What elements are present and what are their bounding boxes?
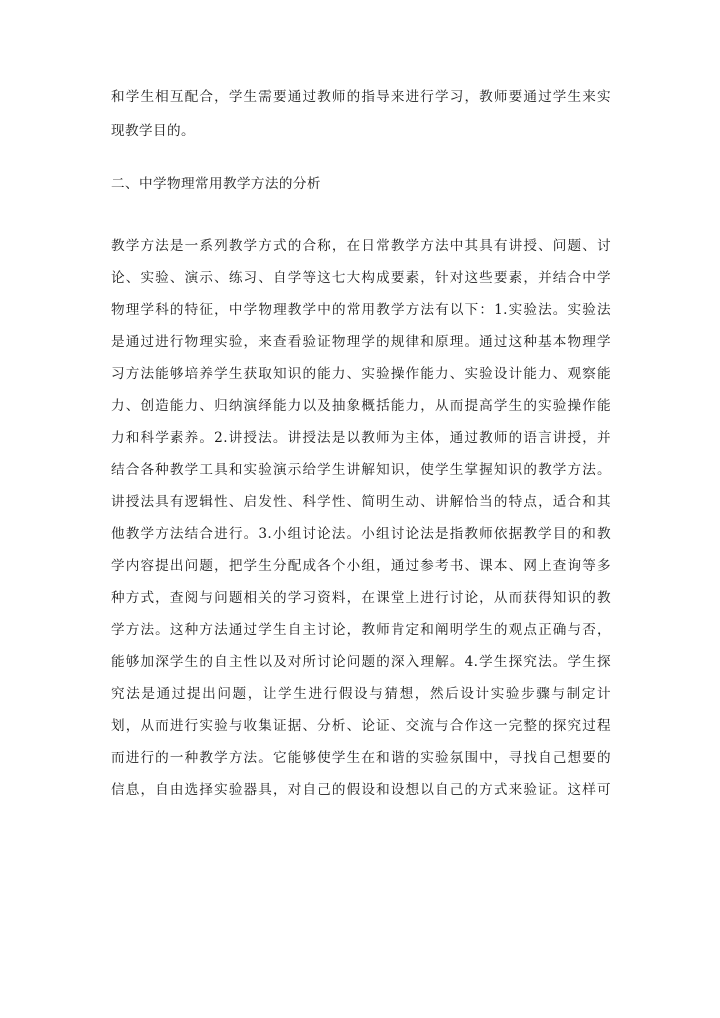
paragraph-line: 教学方法是一系列教学方式的合称，在日常教学方法中其具有讲授、问题、讨 bbox=[111, 238, 611, 254]
paragraph-line: 信息，自由选择实验器具，对自己的假设和设想以自己的方式来验证。这样可 bbox=[111, 782, 611, 798]
paragraph-line: 习方法能够培养学生获取知识的能力、实验操作能力、实验设计能力、观察能 bbox=[111, 366, 611, 382]
paragraph-line: 学内容提出问题，把学生分配成各个小组，通过参考书、课本、网上查询等多 bbox=[111, 558, 611, 574]
paragraph-line: 而进行的一种教学方法。它能够使学生在和谐的实验氛围中，寻找自己想要的 bbox=[111, 750, 611, 766]
paragraph-line: 讲授法具有逻辑性、启发性、科学性、简明生动、讲解恰当的特点，适合和其 bbox=[111, 494, 611, 510]
section-heading: 二、中学物理常用教学方法的分析 bbox=[111, 176, 321, 192]
paragraph-line: 学方法。这种方法通过学生自主讨论，教师肯定和阐明学生的观点正确与否， bbox=[111, 622, 611, 638]
paragraph-line: 划，从而进行实验与收集证据、分析、论证、交流与合作这一完整的探究过程 bbox=[111, 718, 611, 734]
paragraph-line: 他教学方法结合进行。3.小组讨论法。小组讨论法是指教师依据教学目的和教 bbox=[111, 526, 611, 542]
paragraph-line: 种方式，查阅与问题相关的学习资料，在课堂上进行讨论，从而获得知识的教 bbox=[111, 590, 611, 606]
paragraph-line: 物理学科的特征，中学物理教学中的常用教学方法有以下：1.实验法。实验法 bbox=[111, 302, 611, 318]
paragraph-line: 是通过进行物理实验，来查看验证物理学的规律和原理。通过这种基本物理学 bbox=[111, 334, 611, 350]
paragraph-line: 究法是通过提出问题，让学生进行假设与猜想，然后设计实验步骤与制定计 bbox=[111, 686, 611, 702]
paragraph-line: 能够加深学生的自主性以及对所讨论问题的深入理解。4.学生探究法。学生探 bbox=[111, 654, 611, 670]
paragraph-line: 和学生相互配合，学生需要通过教师的指导来进行学习，教师要通过学生来实 bbox=[111, 89, 611, 105]
paragraph-line: 论、实验、演示、练习、自学等这七大构成要素，针对这些要素，并结合中学 bbox=[111, 270, 611, 286]
paragraph-line: 力、创造能力、归纳演绎能力以及抽象概括能力，从而提高学生的实验操作能 bbox=[111, 398, 611, 414]
paragraph-line: 现教学目的。 bbox=[111, 123, 195, 139]
paragraph-line: 力和科学素养。2.讲授法。讲授法是以教师为主体，通过教师的语言讲授，并 bbox=[111, 430, 611, 446]
paragraph-line: 结合各种教学工具和实验演示给学生讲解知识，使学生掌握知识的教学方法。 bbox=[111, 462, 611, 478]
